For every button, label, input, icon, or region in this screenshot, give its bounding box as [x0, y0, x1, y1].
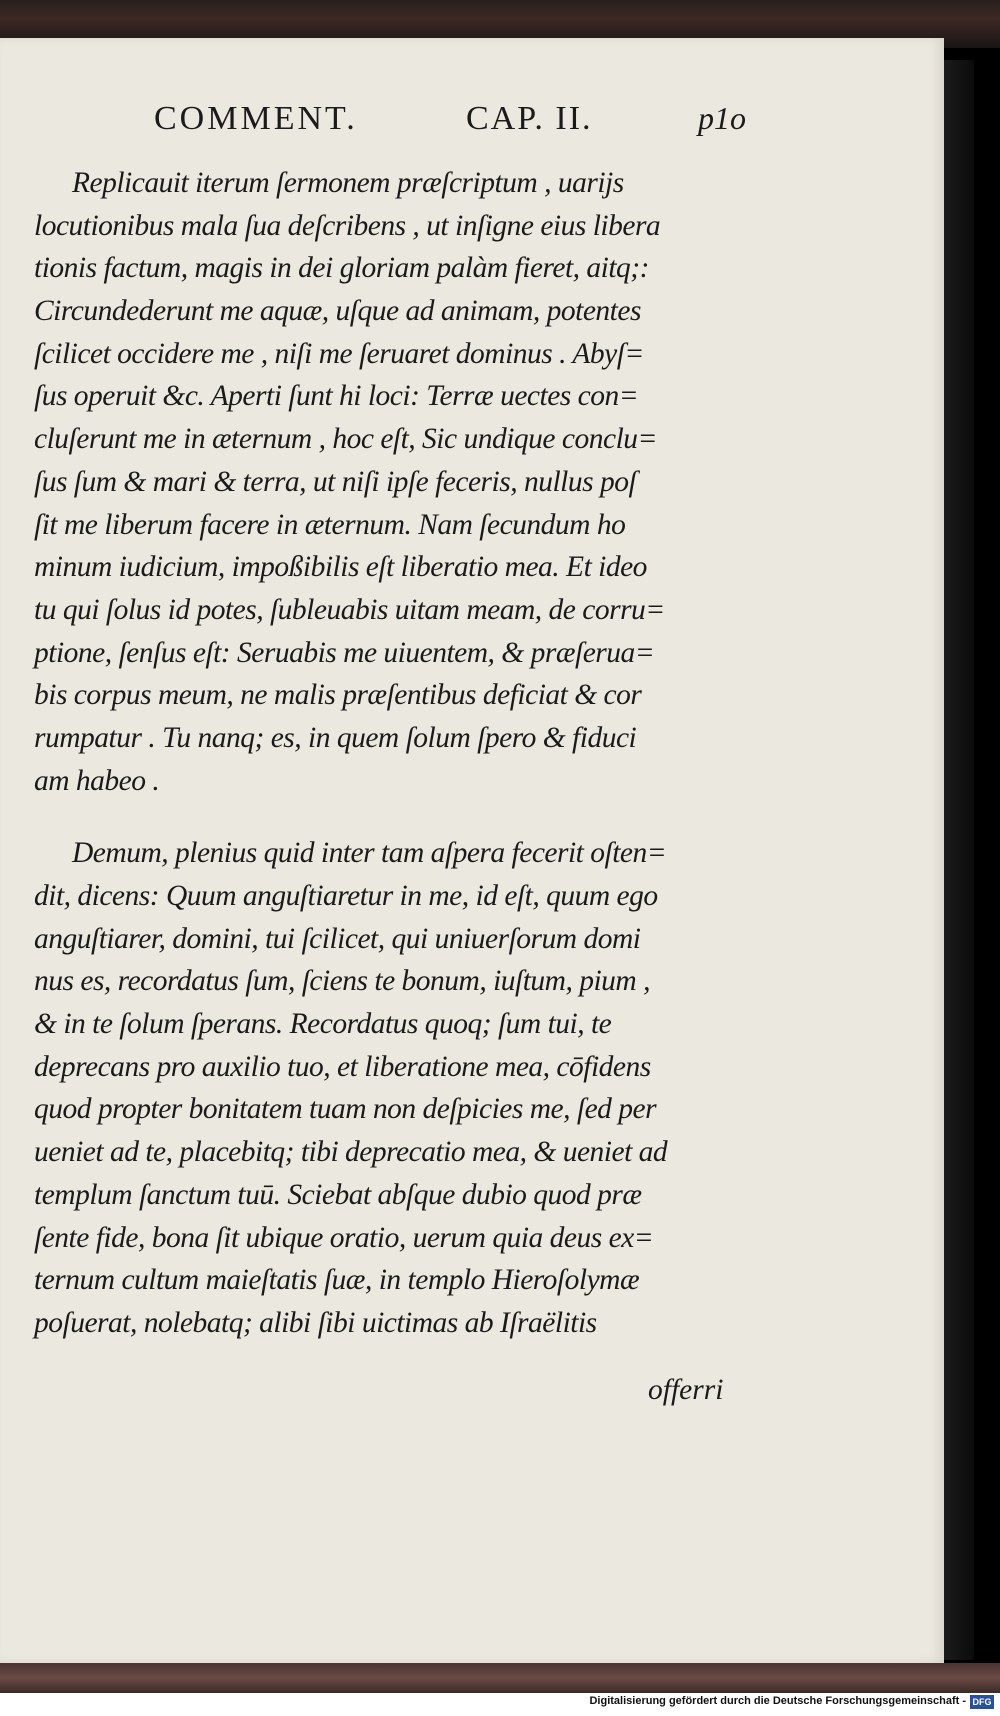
text-line: ternum cultum maieſtatis ſuæ, in templo Hieroſolymæ — [34, 1264, 640, 1297]
catchword: offerri — [648, 1374, 724, 1406]
digitization-footer — [0, 1693, 1000, 1716]
text-line: ſus operuit &c. Aperti ſunt hi loci: Terræ uectes con= — [34, 380, 639, 413]
text-line: Demum, plenius quid inter tam aſpera fecerit oſten= — [72, 837, 667, 870]
dfg-logo-icon: DFG — [970, 1695, 994, 1709]
text-line: tu qui ſolus id potes, ſubleuabis uitam meam, de corru= — [34, 593, 665, 626]
text-line: & in te ſolum ſperans. Recordatus quoq; ſum tui, te — [34, 1008, 612, 1041]
paragraph-2 — [34, 832, 734, 1344]
funding-credit: Digitalisierung gefördert durch die Deutsche Forschungsgemeinschaft - — [589, 1695, 966, 1707]
text-line: Circundederunt me aquæ, uſque ad animam, potentes — [34, 295, 641, 328]
running-header — [150, 100, 750, 140]
text-line: ptione, ſenſus eſt: Seruabis me uiuentem, & præſerua= — [34, 636, 655, 669]
text-line: ueniet ad te, placebitq; tibi deprecatio mea, & ueniet ad — [34, 1136, 668, 1169]
text-line: anguſtiarer, domini, tui ſcilicet, qui uniuerſorum domi — [34, 922, 641, 955]
header-left: COMMENT. — [154, 100, 358, 137]
paragraph-gap — [34, 802, 734, 832]
text-line: ſente fide, bona ſit ubique oratio, uerum quia deus ex= — [34, 1221, 654, 1254]
text-line: ſus ſum & mari & terra, ut niſi ipſe feceris, nullus poſ — [34, 465, 637, 498]
text-line: tionis factum, magis in dei gloriam palàm fieret, aitq;: — [34, 252, 649, 285]
text-line: quod propter bonitatem tuam non deſpicies me, ſed per — [34, 1093, 657, 1126]
page-number: p1o — [698, 100, 746, 136]
text-line: deprecans pro auxilio tuo, et liberatione mea, cōfidens — [34, 1050, 651, 1083]
body-text — [34, 162, 734, 1345]
book-bottom-edge — [0, 1663, 1000, 1693]
text-line: bis corpus meum, ne malis præſentibus deficiat & cor — [34, 679, 642, 712]
text-line: Replicauit iterum ſermonem præſcriptum , uarijs — [72, 167, 624, 199]
text-line: poſuerat, nolebatq; alibi ſibi uictimas ab Iſraëlitis — [34, 1306, 597, 1339]
header-chapter: CAP. II. — [466, 100, 593, 137]
text-line: dit, dicens: Quum anguſtiaretur in me, id eſt, quum ego — [34, 880, 658, 912]
text-line: templum ſanctum tuū. Sciebat abſque dubio quod præ — [34, 1178, 642, 1211]
text-line: locutionibus mala ſua deſcribens , ut inſigne eius libera — [34, 209, 661, 242]
paragraph-1 — [34, 162, 734, 802]
text-line: rumpatur . Tu nanq; es, in quem ſolum ſpero & fiduci — [34, 721, 637, 754]
text-line: minum iudicium, impoßibilis eſt liberatio mea. Et ideo — [34, 551, 647, 584]
text-line: cluſerunt me in æternum , hoc eſt, Sic undique conclu= — [34, 423, 657, 456]
book-page-edge — [944, 60, 974, 1660]
text-line: am habeo . — [34, 764, 160, 797]
text-line: ſit me liberum facere in æternum. Nam ſecundum ho — [34, 508, 626, 541]
text-line: ſcilicet occidere me , niſi me ſeruaret dominus . Abyſ= — [34, 337, 644, 370]
text-line: nus es, recordatus ſum, ſciens te bonum, iuſtum, pium , — [34, 965, 650, 998]
